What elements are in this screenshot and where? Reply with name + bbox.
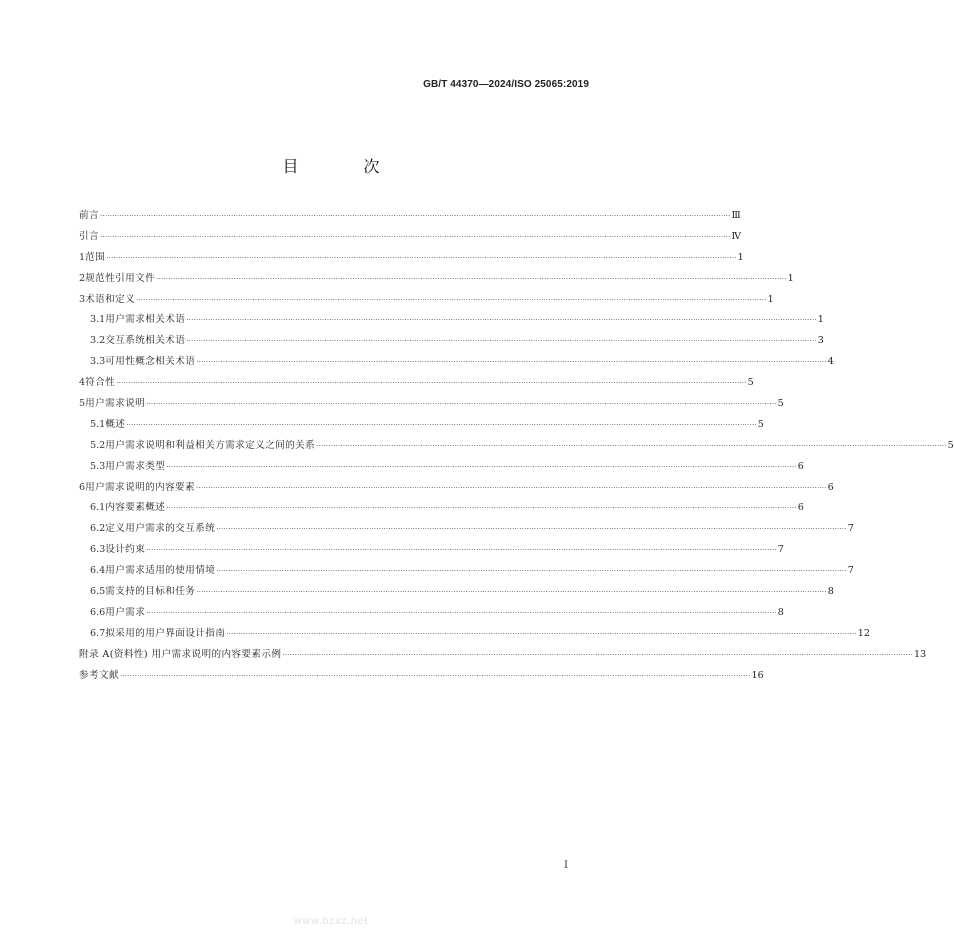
toc-entry-page: 5 xyxy=(747,377,754,389)
dot-leader: ···································································································································································································································································· xyxy=(216,567,847,576)
toc-entry-page: 12 xyxy=(857,627,870,639)
toc-entry-page: 6 xyxy=(797,502,804,514)
dot-leader: ···································································································································································································································································· xyxy=(146,546,777,555)
toc-entry-label: 术语和定义 xyxy=(85,293,136,305)
toc-entry[interactable] xyxy=(79,269,794,290)
toc-entry-page: 6 xyxy=(827,481,834,493)
toc-entry[interactable] xyxy=(79,582,834,603)
toc-entry-label: 用户需求适用的使用情境 xyxy=(105,565,216,577)
dot-leader: ···································································································································································································································································· xyxy=(100,232,731,241)
toc-entry-label: 附录 A(资料性) 用户需求说明的内容要素示例 xyxy=(79,648,282,660)
toc-entry-page: 5 xyxy=(777,398,784,410)
toc-entry-page: 7 xyxy=(847,565,854,577)
toc-entry-number: 3 xyxy=(79,293,86,305)
toc-entry[interactable] xyxy=(79,603,784,624)
toc-entry-number: 6.2 xyxy=(90,523,106,535)
toc-entry-label: 内容要素概述 xyxy=(105,502,166,514)
toc-entry[interactable] xyxy=(79,290,774,311)
toc-entry-label: 范围 xyxy=(85,251,106,263)
toc-entry-number: 6.4 xyxy=(90,565,106,577)
toc-entry[interactable] xyxy=(79,373,754,394)
page-number: Ⅰ xyxy=(564,860,568,871)
toc-entry-page: 8 xyxy=(777,606,784,618)
standard-code: GB/T 44370—2024/ISO 25065:2019 xyxy=(423,79,589,90)
toc-entry-number: 3.1 xyxy=(90,314,106,326)
toc-entry[interactable] xyxy=(79,436,954,457)
toc-entry-label: 用户需求类型 xyxy=(105,460,166,472)
toc-entry[interactable] xyxy=(79,227,742,248)
dot-leader: ···································································································································································································································································· xyxy=(119,671,751,680)
toc-entry[interactable] xyxy=(79,540,784,561)
toc-entry[interactable] xyxy=(79,206,741,227)
toc-entry-label: 用户需求说明 xyxy=(85,398,146,410)
toc-entry-page: 13 xyxy=(913,648,927,660)
toc-entry-label: 用户需求相关术语 xyxy=(105,314,186,326)
toc-entry[interactable] xyxy=(79,645,927,666)
dot-leader: ···································································································································································································································································· xyxy=(316,441,947,450)
toc-entry-page: 5 xyxy=(757,418,764,430)
toc-entry[interactable] xyxy=(79,666,764,687)
toc-entry-page: 6 xyxy=(797,460,804,472)
toc-entry-label: 可用性概念相关术语 xyxy=(105,356,196,368)
dot-leader: ···································································································································································································································································· xyxy=(196,483,827,492)
toc-entry-number: 6.1 xyxy=(90,502,106,514)
toc-entry-page: 8 xyxy=(827,586,834,598)
toc-entry-label: 定义用户需求的交互系统 xyxy=(105,523,216,535)
dot-leader: ···································································································································································································································································· xyxy=(196,588,827,597)
toc-entry-page: 7 xyxy=(847,523,854,535)
toc-entry-number: 5.3 xyxy=(90,460,106,472)
toc-entry-page: 7 xyxy=(777,544,784,556)
dot-leader: ···································································································································································································································································· xyxy=(126,420,757,429)
toc-entry[interactable] xyxy=(79,457,804,478)
toc-entry-number: 1 xyxy=(79,251,86,263)
toc-entry-page: 1 xyxy=(737,251,744,263)
toc-entry-page: 1 xyxy=(787,272,794,284)
dot-leader: ···································································································································································································································································· xyxy=(166,504,797,513)
dot-leader: ···································································································································································································································································· xyxy=(100,212,731,220)
toc-entry-label: 用户需求 xyxy=(105,606,146,618)
toc-entry-page: 3 xyxy=(817,335,824,347)
toc-entry-page: 4 xyxy=(827,356,834,368)
toc-entry-label: 用户需求说明的内容要素 xyxy=(85,481,196,493)
dot-leader: ···································································································································································································································································· xyxy=(106,253,737,262)
dot-leader: ···································································································································································································································································· xyxy=(146,608,777,617)
toc-entry[interactable] xyxy=(79,394,784,415)
toc-entry-label: 符合性 xyxy=(85,377,116,389)
toc-entry-number: 6.6 xyxy=(90,606,106,618)
toc-entry[interactable] xyxy=(79,331,824,352)
toc-entry-number: 5.2 xyxy=(90,439,106,451)
toc-entry-label: 规范性引用文件 xyxy=(85,272,156,284)
dot-leader: ···································································································································································································································································· xyxy=(166,462,797,471)
toc-entry-label: 用户需求说明和利益相关方需求定义之间的关系 xyxy=(105,439,316,451)
toc-entry-number: 3.2 xyxy=(90,335,106,347)
dot-leader: ···································································································································································································································································· xyxy=(226,629,857,638)
toc-entry-page: Ⅲ xyxy=(731,210,741,221)
table-of-contents xyxy=(79,206,954,686)
toc-entry[interactable] xyxy=(79,478,834,499)
toc-entry[interactable] xyxy=(79,415,764,436)
toc-entry-number: 3.3 xyxy=(90,356,106,368)
toc-entry-number: 6 xyxy=(79,481,86,493)
toc-entry-label: 概述 xyxy=(105,418,126,430)
dot-leader: ···································································································································································································································································· xyxy=(216,525,847,534)
toc-entry-number: 6.3 xyxy=(90,544,106,556)
toc-entry[interactable] xyxy=(79,519,854,540)
dot-leader: ···································································································································································································································································· xyxy=(156,274,787,283)
toc-entry-page: Ⅳ xyxy=(731,230,742,242)
toc-entry-label: 参考文献 xyxy=(79,669,119,681)
dot-leader: ···································································································································································································································································· xyxy=(186,316,817,325)
toc-entry[interactable] xyxy=(79,561,854,582)
dot-leader: ···································································································································································································································································· xyxy=(282,650,913,659)
dot-leader: ···································································································································································································································································· xyxy=(136,295,767,304)
toc-entry-label: 前言 xyxy=(79,210,99,221)
toc-entry-number: 2 xyxy=(79,272,86,284)
toc-entry-label: 需支持的目标和任务 xyxy=(105,586,196,598)
dot-leader: ···································································································································································································································································· xyxy=(196,358,827,367)
toc-entry-label: 拟采用的用户界面设计指南 xyxy=(105,627,226,639)
toc-entry-label: 引言 xyxy=(79,230,99,242)
toc-entry[interactable] xyxy=(79,248,744,269)
toc-entry-page: 1 xyxy=(767,293,774,305)
toc-entry-page: 5 xyxy=(947,439,954,451)
toc-entry[interactable] xyxy=(79,624,870,645)
toc-entry-page: 1 xyxy=(817,314,824,326)
toc-entry[interactable] xyxy=(79,310,824,331)
toc-entry[interactable] xyxy=(79,498,804,519)
toc-entry-number: 5 xyxy=(79,398,86,410)
toc-entry-number: 5.1 xyxy=(90,418,106,430)
toc-entry-number: 4 xyxy=(79,377,86,389)
watermark: www.bzxz.net xyxy=(293,916,369,927)
dot-leader: ···································································································································································································································································· xyxy=(146,400,777,409)
toc-entry-label: 交互系统相关术语 xyxy=(105,335,186,347)
toc-entry[interactable] xyxy=(79,352,834,373)
toc-entry-number: 6.7 xyxy=(90,627,106,639)
dot-leader: ···································································································································································································································································· xyxy=(186,337,817,346)
toc-title: 目 次 xyxy=(282,157,410,176)
toc-entry-page: 16 xyxy=(751,669,764,681)
dot-leader: ···································································································································································································································································· xyxy=(116,379,747,388)
toc-entry-number: 6.5 xyxy=(90,586,106,598)
toc-entry-label: 设计约束 xyxy=(105,544,146,556)
